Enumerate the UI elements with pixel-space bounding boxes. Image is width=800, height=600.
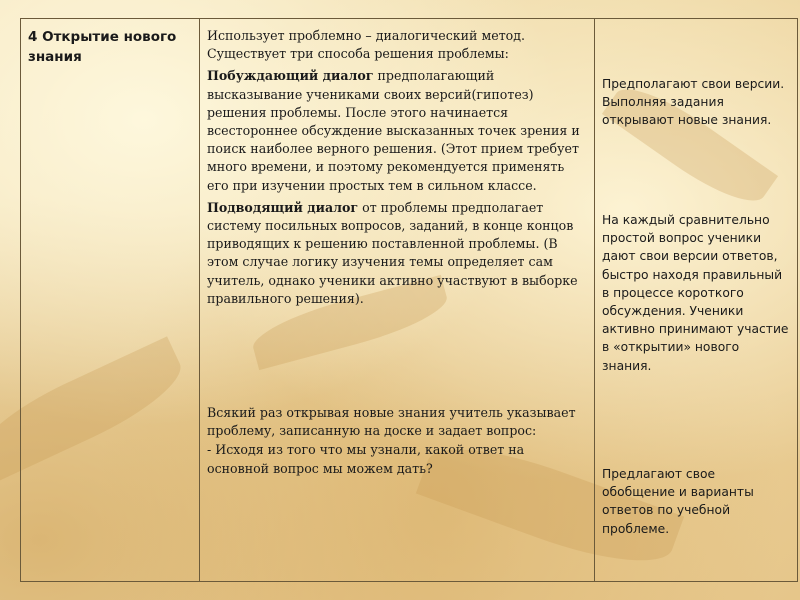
student-activity-2: На каждый сравнительно простой вопрос ученики дают свои версии ответов, быстро находя правильный в процессе короткого обсуждения. Ученики активно принимают участие в «открытии» нового знания.: [602, 213, 789, 373]
leading-dialog-paragraph: [207, 67, 587, 194]
stage-cell: [21, 19, 200, 581]
lesson-stage-table: [20, 18, 798, 582]
student-activity-1: Предполагают свои версии. Выполняя задания открывают новые знания.: [602, 77, 785, 128]
student-activity-3: Предлагают свое обобщение и варианты ответов по учебной проблеме.: [602, 467, 754, 536]
guiding-dialog-text: от проблемы предполагает систему посильных вопросов, заданий, в конце концов приводящих к решению поставленной проблемы. (В этом случае логику изучения темы определяет сам учитель, однако ученики активно участвуют в выборке правильного решения).: [207, 199, 578, 306]
stage-title: 4 Открытие нового знания: [28, 29, 177, 65]
guiding-dialog-paragraph: [207, 199, 587, 308]
leading-dialog-term: Побуждающий диалог: [207, 68, 374, 84]
teacher-activity-cell: [200, 19, 595, 581]
student-activity-cell: [595, 19, 797, 581]
guiding-dialog-term: Подводящий диалог: [207, 199, 359, 215]
teacher-question-text: - Исходя из того что мы узнали, какой ответ на основной вопрос мы можем дать?: [207, 442, 525, 476]
leading-dialog-text: предполагающий высказывание учениками своих версий(гипотез) решения проблемы. После этого начинается всестороннее обсуждение высказанных точек зрения и поиск наиболее верного решения. (Этот прием требует много времени, и поэтому рекомендуется применять его при изучении простых тем в сильном классе.: [207, 68, 580, 193]
teacher-intro: Использует проблемно – диалогический метод. Существует три способа решения проблемы:: [207, 28, 525, 62]
teacher-problem-text: Всякий раз открывая новые знания учитель указывает проблему, записанную на доске и задает вопрос:: [207, 405, 576, 439]
